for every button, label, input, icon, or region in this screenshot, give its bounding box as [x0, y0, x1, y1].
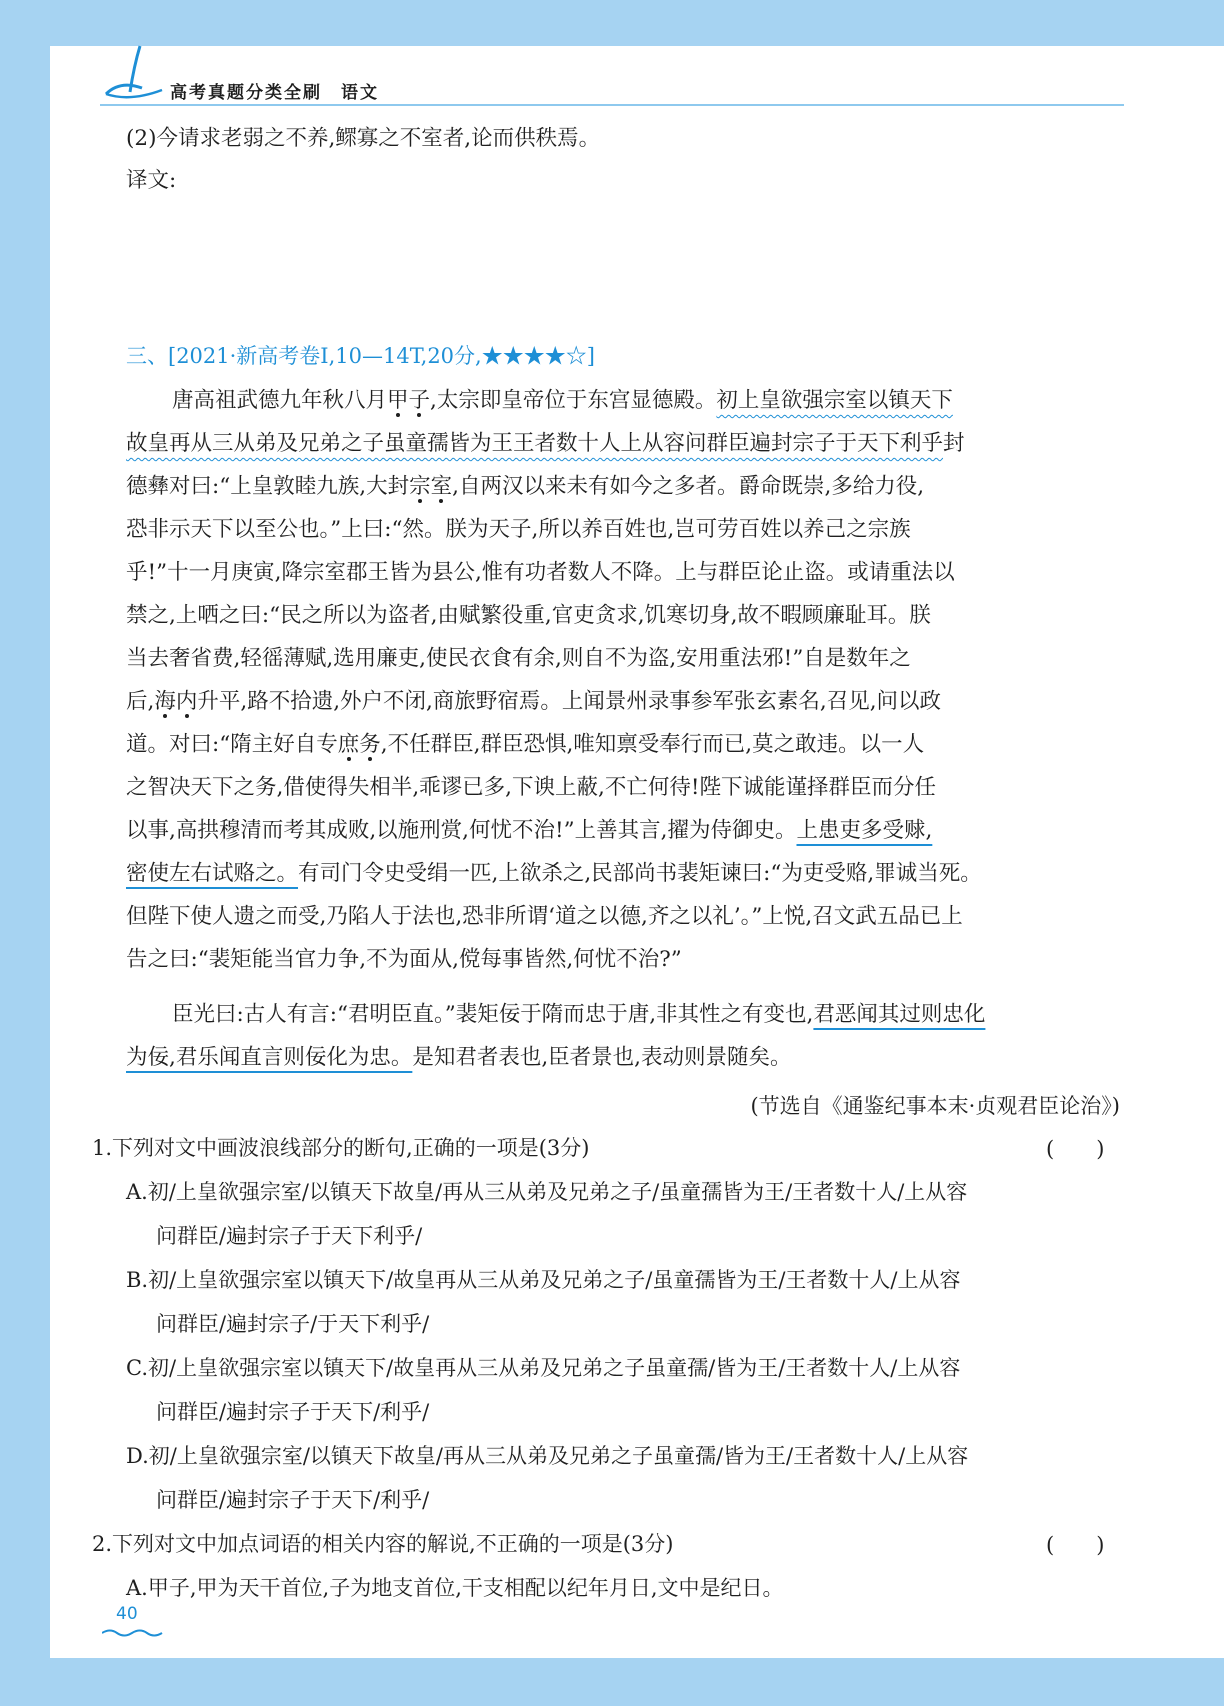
passage-line-10: 之智决天下之务,借使得失相半,乖谬已多,下谀上蔽,不亡何待!陛下诚能谨择群臣而分任 — [126, 775, 936, 800]
page-number: 40 — [116, 1604, 138, 1624]
source-citation: (节选自《通鉴纪事本末·贞观君臣论治》) — [750, 1094, 1120, 1118]
option-d-line-2: 问群臣/遍封宗子于天下/利乎/ — [156, 1488, 430, 1512]
passage-line-12: 密使左右试赂之。有司门令史受绢一匹,上欲杀之,民部尚书裴矩谏曰:“为吏受赂,罪诚当死。 — [126, 861, 982, 886]
emphasis-dot-char: 庶 — [337, 732, 360, 757]
underlined-text: 为佞,君乐闻直言则佞化为忠。 — [126, 1045, 413, 1070]
option-a-line-1: A.初/上皇欲强宗室/以镇天下故皇/再从三从弟及兄弟之子/虽童孺皆为王/王者数十人/上从容 — [126, 1180, 968, 1204]
passage-line-1: 唐高祖武德九年秋八月甲子,太宗即皇帝位于东宫显德殿。初上皇欲强宗室以镇天下 — [172, 388, 953, 413]
passage-line-5: 乎!”十一月庚寅,降宗室郡王皆为县公,惟有功者数人不降。上与群臣论止盗。或请重法以 — [126, 560, 955, 585]
question-2-stem: 2.下列对文中加点词语的相关内容的解说,不正确的一项是(3分) — [92, 1532, 674, 1556]
emphasis-dot-char: 内 — [175, 689, 198, 714]
passage-line-15: 臣光曰:古人有言:“君明臣直。”裴矩佞于隋而忠于唐,非其性之有变也,君恶闻其过则忠化 — [172, 1002, 986, 1027]
answer-blank: ( ) — [1046, 1533, 1105, 1557]
underlined-text: 密使左右试赂之。 — [126, 861, 299, 886]
passage-line-9: 道。对曰:“隋主好自专庶务,不任群臣,群臣恐惧,唯知禀受奉行而已,莫之敢违。以一人 — [126, 732, 925, 757]
emphasis-dot-char: 室 — [430, 474, 453, 499]
option-a-line-1: A.甲子,甲为天干首位,子为地支首位,干支相配以纪年月日,文中是纪日。 — [126, 1576, 784, 1600]
passage-line-4: 恐非示天下以至公也。”上曰:“然。朕为天子,所以养百姓也,岂可劳百姓以养己之宗族 — [126, 517, 911, 542]
question-item-2: (2)今请求老弱之不养,鳏寡之不室者,论而供秩焉。 — [126, 126, 601, 151]
emphasis-dot-char: 宗 — [409, 474, 431, 499]
option-b-line-1: B.初/上皇欲强宗室以镇天下/故皇再从三从弟及兄弟之子/虽童孺皆为王/王者数十人/上从容 — [126, 1268, 961, 1292]
wavy-underlined-text: 故皇再从三从弟及兄弟之子虽童孺皆为王王者数十人上从容问群臣遍封宗子于天下利乎 — [126, 431, 944, 456]
option-d-line-1: D.初/上皇欲强宗室/以镇天下故皇/再从三从弟及兄弟之子虽童孺/皆为王/王者数十人/上从容 — [126, 1444, 969, 1468]
answer-blank: ( ) — [1046, 1137, 1105, 1161]
header-title: 高考真题分类全刷 语文 — [170, 83, 379, 103]
page-wave-icon — [102, 1628, 164, 1638]
passage-line-2: 故皇再从三从弟及兄弟之子虽童孺皆为王王者数十人上从容问群臣遍封宗子于天下利乎封 — [126, 431, 965, 456]
emphasis-dot-char: 子 — [408, 388, 431, 413]
wavy-underlined-text: 初上皇欲强宗室以镇天下 — [716, 388, 953, 413]
option-c-line-2: 问群臣/遍封宗子于天下/利乎/ — [156, 1400, 430, 1424]
option-a-line-2: 问群臣/遍封宗子于天下利乎/ — [156, 1224, 423, 1248]
emphasis-dot-char: 甲 — [387, 388, 409, 413]
passage-line-6: 禁之,上哂之曰:“民之所以为盗者,由赋繁役重,官吏贪求,饥寒切身,故不暇顾廉耻耳。朕 — [126, 603, 931, 628]
question-1-stem: 1.下列对文中画波浪线部分的断句,正确的一项是(3分) — [92, 1136, 590, 1160]
underlined-text: 君恶闻其过则忠化 — [813, 1002, 986, 1027]
translation-label: 译文: — [126, 168, 177, 193]
header-divider — [100, 104, 1124, 106]
option-b-line-2: 问群臣/遍封宗子/于天下利乎/ — [156, 1312, 430, 1336]
passage-line-11: 以事,高拱穆清而考其成败,以施刑赏,何忧不治!”上善其言,擢为侍御史。上患吏多受赇, — [126, 818, 933, 843]
option-c-line-1: C.初/上皇欲强宗室以镇天下/故皇再从三从弟及兄弟之子虽童孺/皆为王/王者数十人/上从容 — [126, 1356, 961, 1380]
passage-line-16: 为佞,君乐闻直言则佞化为忠。是知君者表也,臣者景也,表动则景随矣。 — [126, 1045, 792, 1070]
passage-line-14: 告之曰:“裴矩能当官力争,不为面从,傥每事皆然,何忧不治?” — [126, 947, 682, 972]
passage-line-3: 德彝对曰:“上皇敦睦九族,大封宗室,自两汉以来未有如今之多者。爵命既崇,多给力役, — [126, 474, 925, 499]
passage-line-7: 当去奢省费,轻徭薄赋,选用廉吏,使民衣食有余,则自不为盗,安用重法邪!”自是数年之 — [126, 646, 911, 671]
passage-line-13: 但陛下使人遗之而受,乃陷人于法也,恐非所谓‘道之以德,齐之以礼’。”上悦,召文武五品已上 — [126, 904, 963, 929]
section-heading: 三、[2021·新高考卷Ⅰ,10—14T,20分,★★★★☆] — [126, 344, 595, 368]
passage-line-8: 后,海内升平,路不拾遗,外户不闭,商旅野宿焉。上闻景州录事参军张玄素名,召见,问以政 — [126, 689, 942, 714]
emphasis-dot-char: 海 — [154, 689, 176, 714]
book-logo-icon — [100, 44, 170, 106]
underlined-text: 上患吏多受赇, — [796, 818, 933, 843]
emphasis-dot-char: 务 — [359, 732, 381, 757]
